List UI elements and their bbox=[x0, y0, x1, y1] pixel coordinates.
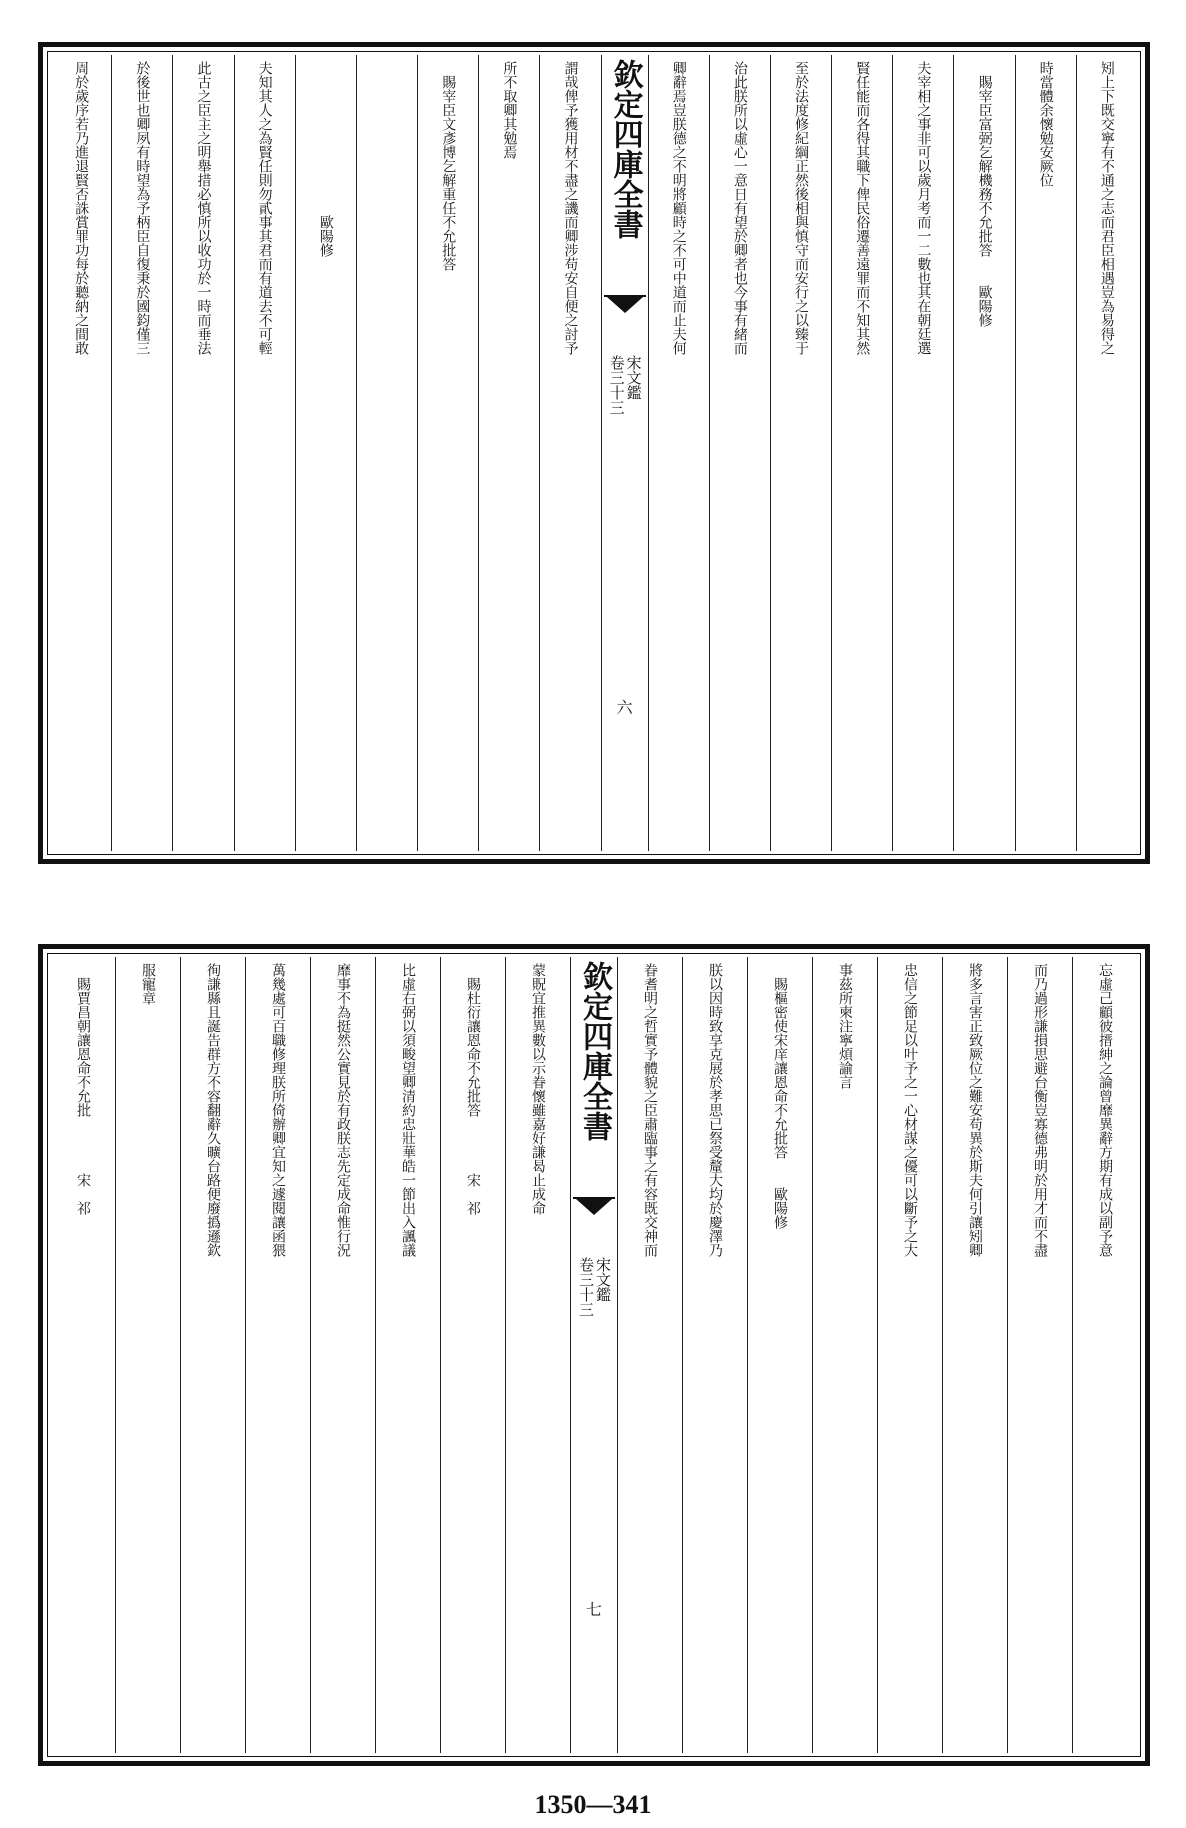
folio-number: 七 bbox=[585, 1600, 603, 1619]
column-text: 徇謙縣且誕告群方不容翻辭久曠台路便廢撝遜欽 bbox=[205, 963, 221, 1257]
text-column bbox=[709, 55, 770, 851]
column-text: 賢任能而各得其職下俾民俗遷善遠罪而不知其然 bbox=[854, 61, 871, 355]
column-text: 比虛右弼以須畯望卿清約忠壯華皓一節出入諷議 bbox=[400, 963, 416, 1257]
bottom-columns bbox=[51, 957, 1137, 1753]
volume-number: 卷三十三 bbox=[577, 1257, 595, 1317]
text-column bbox=[478, 55, 539, 851]
book-volume bbox=[609, 355, 641, 415]
column-text: 賜賈昌朝讓恩命不允批 宋 祁 bbox=[75, 963, 91, 1215]
text-column bbox=[51, 55, 111, 851]
text-column bbox=[295, 55, 356, 851]
text-column bbox=[877, 957, 942, 1753]
column-text: 將多言害正致厥位之難安苟異於斯夫何引讓矧卿 bbox=[967, 963, 983, 1257]
column-text: 治此朕所以虛心一意日有望於卿者也今事有緒而 bbox=[731, 61, 748, 355]
column-text: 此古之臣主之明舉措必慎所以收功於一時而垂法 bbox=[195, 61, 212, 355]
text-column bbox=[747, 957, 812, 1753]
book-title: 宋文鑑 bbox=[624, 355, 643, 400]
text-column bbox=[539, 55, 600, 851]
bottom-page bbox=[38, 944, 1150, 1766]
center-fold bbox=[601, 55, 648, 851]
text-column bbox=[180, 957, 245, 1753]
text-column bbox=[1015, 55, 1076, 851]
column-text: 周於歲序若乃進退賢否誅賞罪功每於聽納之間敢 bbox=[73, 61, 90, 355]
column-text: 靡事不為挺然公實見於有政朕志先定成命惟行況 bbox=[335, 963, 351, 1257]
column-text: 謂哉俾予獲用材不盡之譏而卿涉苟安自便之討予 bbox=[562, 61, 579, 355]
column-text: 卿辭焉豈朕德之不明將顧時之不可中道而止夫何 bbox=[670, 61, 687, 355]
text-column bbox=[682, 957, 747, 1753]
text-column bbox=[831, 55, 892, 851]
text-column bbox=[245, 957, 310, 1753]
top-columns bbox=[51, 55, 1137, 851]
text-column bbox=[953, 55, 1014, 851]
text-column bbox=[310, 957, 375, 1753]
text-column bbox=[1007, 957, 1072, 1753]
column-text: 矧上下既交寧有不通之志而君臣相遇豈為易得之 bbox=[1098, 61, 1115, 355]
column-text: 賜宰臣文彥博乞解重任不允批答 bbox=[440, 61, 457, 271]
column-text: 夫宰相之事非可以歲月考而一二數也其在朝廷選 bbox=[915, 61, 932, 355]
fish-tail-mark bbox=[573, 1197, 615, 1229]
text-column bbox=[505, 957, 570, 1753]
center-fold bbox=[570, 957, 617, 1753]
fish-tail-mark bbox=[604, 295, 646, 327]
text-column bbox=[111, 55, 172, 851]
text-column bbox=[440, 957, 505, 1753]
text-column bbox=[234, 55, 295, 851]
text-column bbox=[1072, 957, 1137, 1753]
text-column bbox=[375, 957, 440, 1753]
text-column bbox=[770, 55, 831, 851]
book-volume bbox=[578, 1257, 610, 1317]
library-title: 欽定四庫全書 bbox=[607, 59, 643, 239]
column-text: 時當體余懷勉安厥位 bbox=[1037, 61, 1054, 187]
text-column bbox=[417, 55, 478, 851]
column-text: 於後世也卿夙有時望為予柄臣自復秉於國鈞僅三 bbox=[134, 61, 151, 355]
text-column bbox=[617, 957, 682, 1753]
column-text: 事茲所柬注寧煩諭言 bbox=[837, 963, 853, 1089]
top-page bbox=[38, 42, 1150, 864]
column-text: 歐陽修 bbox=[317, 61, 334, 257]
text-column bbox=[942, 957, 1007, 1753]
blank-column bbox=[356, 55, 417, 851]
text-column bbox=[648, 55, 709, 851]
column-text: 賜宰臣富弼乞解機務不允批答 歐陽修 bbox=[976, 61, 993, 327]
text-column bbox=[172, 55, 233, 851]
folio-number: 六 bbox=[616, 698, 633, 717]
book-title: 宋文鑑 bbox=[594, 1257, 612, 1302]
column-text: 賜樞密使宋庠讓恩命不允批答 歐陽修 bbox=[772, 963, 788, 1229]
column-text: 夫知其人之為賢任則勿貳事其君而有道去不可輕 bbox=[256, 61, 273, 355]
column-text: 忘虛己顧彼搢紳之論曾靡異辭方期有成以副予意 bbox=[1097, 963, 1113, 1257]
column-text: 萬幾處可百職修理朕所倚辦卿宜知之遽閱讓函猥 bbox=[270, 963, 286, 1257]
volume-number: 卷三十三 bbox=[607, 355, 626, 415]
text-column bbox=[1076, 55, 1137, 851]
library-title: 欽定四庫全書 bbox=[577, 961, 612, 1141]
column-text: 賜杜衍讓恩命不允批答 宋 祁 bbox=[465, 963, 481, 1215]
column-text: 朕以因時致享克展於孝思已祭受釐大均於慶澤乃 bbox=[707, 963, 723, 1257]
column-text: 蒙貺宜推異數以示眷懷雖嘉好謙曷止成命 bbox=[530, 963, 546, 1215]
column-text: 服寵章 bbox=[140, 963, 156, 1005]
column-text: 眷耆明之哲實予體貌之臣肅臨事之有容既交神而 bbox=[642, 963, 658, 1257]
text-column bbox=[115, 957, 180, 1753]
column-text: 所不取卿其勉焉 bbox=[501, 61, 518, 159]
text-column bbox=[51, 957, 115, 1753]
column-text: 而乃過形謙損思避台衡豈寡德弗明於用才而不盡 bbox=[1032, 963, 1048, 1257]
page-number: 1350—341 bbox=[534, 1790, 652, 1819]
text-column bbox=[812, 957, 877, 1753]
column-text: 忠信之節足以叶予之一心材謀之優可以斷予之大 bbox=[902, 963, 918, 1257]
text-column bbox=[892, 55, 953, 851]
column-text: 至於法度修紀綱正然後相與慎守而安行之以臻于 bbox=[793, 61, 810, 355]
